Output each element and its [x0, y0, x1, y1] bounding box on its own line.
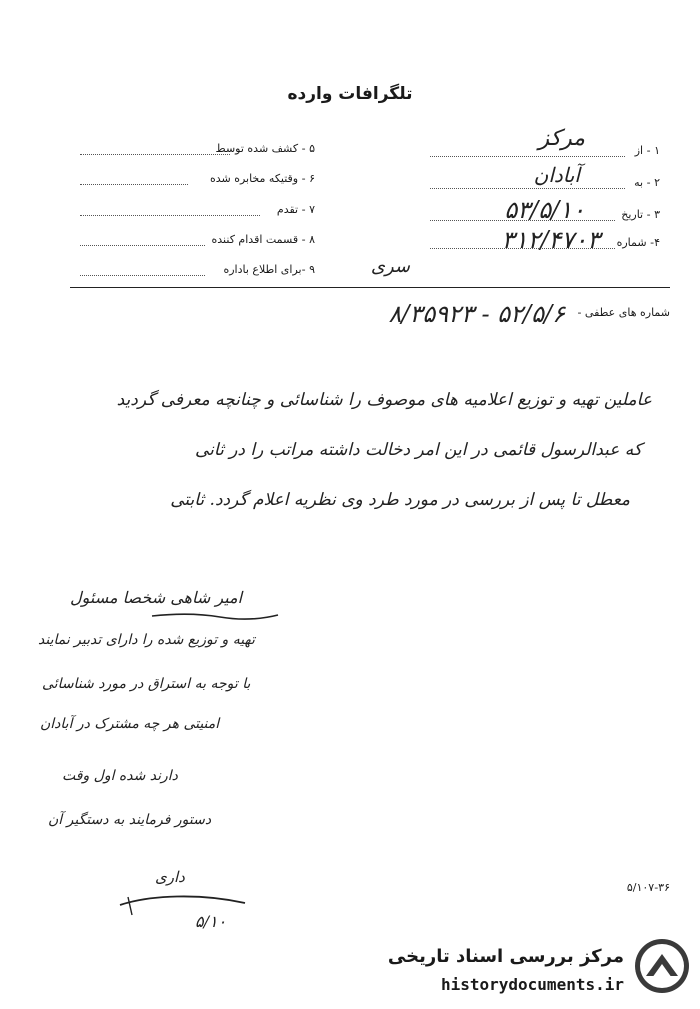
note-line-1: تهیه و توزیع شده را دارای تدبیر نمایند — [38, 632, 255, 648]
reference-label: شماره های عطفی - — [577, 306, 670, 319]
watermark-title: مرکز بررسی اسناد تاریخی — [387, 946, 624, 967]
note-closing: داری — [155, 868, 185, 886]
action-section-label: ۸ - قسمت اقدام کننده — [211, 233, 315, 246]
archived-line — [80, 184, 188, 185]
number-label: ۴- شماره — [616, 236, 660, 249]
from-line — [430, 156, 625, 157]
signature-caption: ۵/۱۰ — [195, 912, 227, 931]
classification-note: سری — [370, 256, 410, 277]
body-line-2: که عبدالرسول قائمی در این امر دخالت داشته مراتب را در ثانی — [195, 440, 642, 460]
to-label: ۲ - به — [634, 176, 660, 189]
priority-label: ۷ - تقدم — [276, 203, 315, 216]
note-heading: امیر شاهی شخصا مسئول — [70, 588, 243, 607]
date-label: ۳ - تاریخ — [621, 208, 660, 221]
watermark-url: historydocuments.ir — [440, 975, 624, 994]
to-value: آبادان — [533, 163, 580, 187]
from-value: مرکز — [538, 126, 585, 151]
archive-code: ۵/۱۰۷-۳۶ — [626, 881, 670, 894]
document-title: تلگرافات وارده — [287, 84, 413, 104]
date-value: ۵۳/۵/۱۰ — [504, 196, 585, 224]
for-info-label: ۹ -برای اطلاع باداره — [223, 263, 315, 276]
decoded-by-label: ۵ - کشف شده توسط — [215, 142, 315, 155]
note-line-2: با توجه به استراق در مورد شناسائی — [42, 676, 251, 692]
for-info-line — [80, 275, 205, 276]
from-label: ۱ - از — [634, 144, 660, 157]
archived-label: ۶ - وقتیکه مخابره شده — [209, 172, 315, 185]
note-heading-underline — [150, 610, 280, 622]
note-line-3: امنیتی هر چه مشترک در آبادان — [40, 716, 220, 732]
decoded-by-line — [80, 154, 230, 155]
body-line-3: معطل تا پس از بررسی در مورد طرد وی نظریه اعلام گردد. ثابتی — [170, 490, 630, 510]
to-line — [430, 188, 625, 189]
archive-logo-icon — [632, 936, 692, 996]
note-line-5: دستور فرمایند به دستگیر آن — [48, 812, 212, 828]
reference-value: ۵۲/۵/۶ - ۸/۳۵۹۲۳ — [388, 300, 565, 328]
signature-scribble — [110, 885, 250, 940]
number-value: ۳۱۲/۴۷۰۳ — [501, 226, 600, 254]
note-line-4: دارند شده اول وقت — [62, 768, 178, 784]
priority-line — [80, 215, 260, 216]
header-separator — [70, 287, 670, 288]
action-section-line — [80, 245, 205, 246]
body-line-1: عاملین تهیه و توزیع اعلامیه های موصوف را شناسائی و چنانچه معرفی گردید — [116, 390, 652, 410]
